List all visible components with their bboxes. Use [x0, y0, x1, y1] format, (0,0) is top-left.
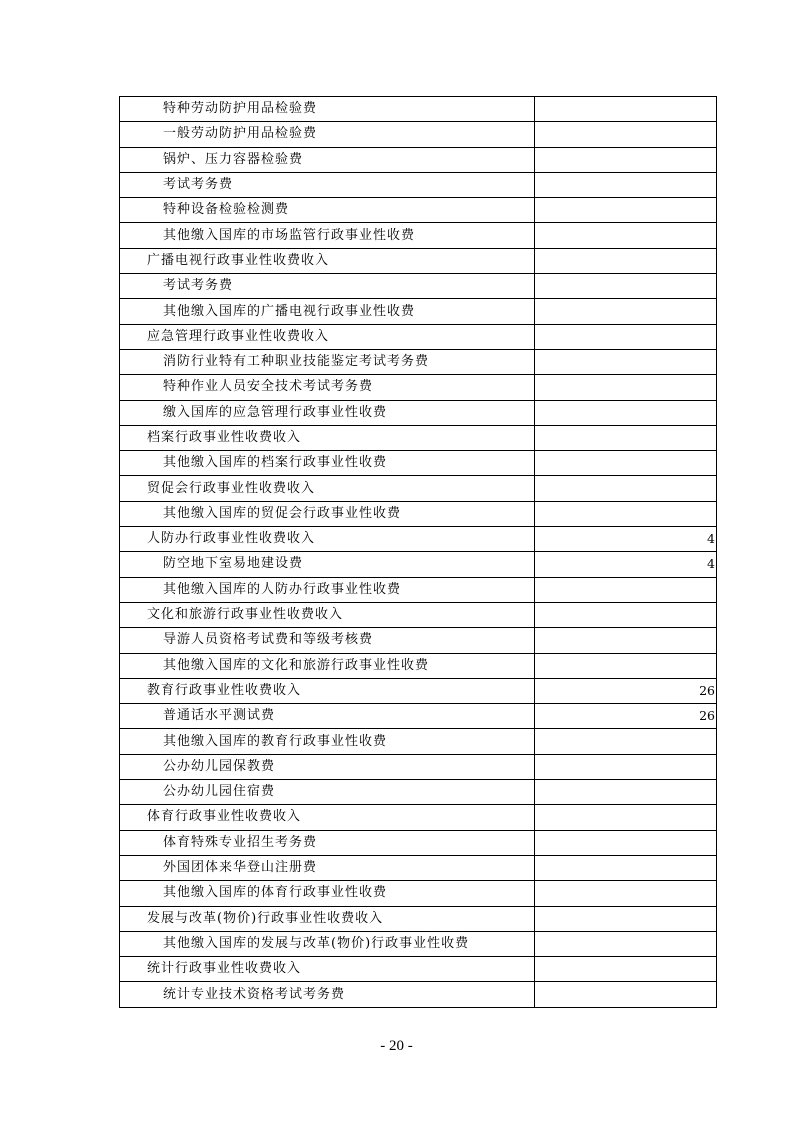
amount-cell [535, 476, 717, 501]
amount-cell: 4 [535, 552, 717, 577]
table-row [120, 754, 717, 779]
item-name-cell: 其他缴入国库的广播电视行政事业性收费 [120, 299, 535, 324]
amount-cell [535, 198, 717, 223]
category-name-cell: 文化和旅游行政事业性收费收入 [120, 602, 535, 627]
item-name-cell: 其他缴入国库的教育行政事业性收费 [120, 729, 535, 754]
table-row [120, 957, 717, 982]
amount-cell [535, 274, 717, 299]
item-name-cell: 其他缴入国库的文化和旅游行政事业性收费 [120, 653, 535, 678]
table-row [120, 855, 717, 880]
table-row [120, 780, 717, 805]
table-row [120, 628, 717, 653]
table-row [120, 425, 717, 450]
item-name-cell: 锅炉、压力容器检验费 [120, 147, 535, 172]
amount-cell [535, 855, 717, 880]
amount-cell [535, 324, 717, 349]
amount-cell [535, 906, 717, 931]
amount-cell: 26 [535, 678, 717, 703]
amount-cell: 26 [535, 704, 717, 729]
table-row [120, 678, 717, 703]
table-row [120, 172, 717, 197]
item-name-cell: 普通话水平测试费 [120, 704, 535, 729]
amount-cell [535, 400, 717, 425]
amount-cell [535, 501, 717, 526]
category-name-cell: 人防办行政事业性收费收入 [120, 527, 535, 552]
item-name-cell: 特种作业人员安全技术考试考务费 [120, 375, 535, 400]
table-row [120, 602, 717, 627]
amount-cell [535, 931, 717, 956]
table-row [120, 223, 717, 248]
category-name-cell: 贸促会行政事业性收费收入 [120, 476, 535, 501]
category-name-cell: 广播电视行政事业性收费收入 [120, 248, 535, 273]
item-name-cell: 其他缴入国库的档案行政事业性收费 [120, 451, 535, 476]
amount-cell [535, 628, 717, 653]
amount-cell [535, 147, 717, 172]
table-row [120, 147, 717, 172]
item-name-cell: 一般劳动防护用品检验费 [120, 122, 535, 147]
item-name-cell: 考试考务费 [120, 172, 535, 197]
amount-cell [535, 122, 717, 147]
table-row [120, 400, 717, 425]
item-name-cell: 其他缴入国库的发展与改革(物价)行政事业性收费 [120, 931, 535, 956]
amount-cell [535, 602, 717, 627]
item-name-cell: 特种劳动防护用品检验费 [120, 97, 535, 122]
amount-cell [535, 780, 717, 805]
item-name-cell: 其他缴入国库的体育行政事业性收费 [120, 881, 535, 906]
amount-cell [535, 223, 717, 248]
table-row [120, 375, 717, 400]
table-row [120, 476, 717, 501]
table-row [120, 349, 717, 374]
table-row [120, 729, 717, 754]
item-name-cell: 防空地下室易地建设费 [120, 552, 535, 577]
table-row [120, 299, 717, 324]
table-row [120, 805, 717, 830]
category-name-cell: 体育行政事业性收费收入 [120, 805, 535, 830]
item-name-cell: 导游人员资格考试费和等级考核费 [120, 628, 535, 653]
table-row [120, 248, 717, 273]
item-name-cell: 统计专业技术资格考试考务费 [120, 982, 535, 1007]
item-name-cell: 公办幼儿园住宿费 [120, 780, 535, 805]
amount-cell: 4 [535, 527, 717, 552]
table-row [120, 704, 717, 729]
amount-cell [535, 805, 717, 830]
page-number: - 20 - [380, 1038, 413, 1054]
item-name-cell: 考试考务费 [120, 274, 535, 299]
amount-cell [535, 425, 717, 450]
amount-cell [535, 830, 717, 855]
item-name-cell: 其他缴入国库的贸促会行政事业性收费 [120, 501, 535, 526]
table-row [120, 906, 717, 931]
table-row [120, 527, 717, 552]
amount-cell [535, 97, 717, 122]
table-row [120, 931, 717, 956]
table-row [120, 577, 717, 602]
category-name-cell: 档案行政事业性收费收入 [120, 425, 535, 450]
table-row [120, 982, 717, 1007]
table-row [120, 881, 717, 906]
item-name-cell: 其他缴入国库的市场监管行政事业性收费 [120, 223, 535, 248]
table-row [120, 653, 717, 678]
amount-cell [535, 299, 717, 324]
item-name-cell: 特种设备检验检测费 [120, 198, 535, 223]
table-row [120, 501, 717, 526]
amount-cell [535, 881, 717, 906]
amount-cell [535, 653, 717, 678]
amount-cell [535, 248, 717, 273]
category-name-cell: 发展与改革(物价)行政事业性收费收入 [120, 906, 535, 931]
category-name-cell: 教育行政事业性收费收入 [120, 678, 535, 703]
table-row [120, 97, 717, 122]
amount-cell [535, 577, 717, 602]
table-row [120, 198, 717, 223]
fee-table [119, 96, 717, 1008]
item-name-cell: 体育特殊专业招生考务费 [120, 830, 535, 855]
category-name-cell: 统计行政事业性收费收入 [120, 957, 535, 982]
table-row [120, 122, 717, 147]
item-name-cell: 其他缴入国库的人防办行政事业性收费 [120, 577, 535, 602]
amount-cell [535, 375, 717, 400]
fee-table-body [120, 97, 717, 1008]
amount-cell [535, 754, 717, 779]
category-name-cell: 应急管理行政事业性收费收入 [120, 324, 535, 349]
amount-cell [535, 957, 717, 982]
table-row [120, 451, 717, 476]
amount-cell [535, 172, 717, 197]
amount-cell [535, 729, 717, 754]
item-name-cell: 缴入国库的应急管理行政事业性收费 [120, 400, 535, 425]
table-row [120, 830, 717, 855]
item-name-cell: 消防行业特有工种职业技能鉴定考试考务费 [120, 349, 535, 374]
table-row [120, 274, 717, 299]
table-row [120, 552, 717, 577]
amount-cell [535, 451, 717, 476]
amount-cell [535, 349, 717, 374]
table-row [120, 324, 717, 349]
item-name-cell: 外国团体来华登山注册费 [120, 855, 535, 880]
item-name-cell: 公办幼儿园保教费 [120, 754, 535, 779]
amount-cell [535, 982, 717, 1007]
